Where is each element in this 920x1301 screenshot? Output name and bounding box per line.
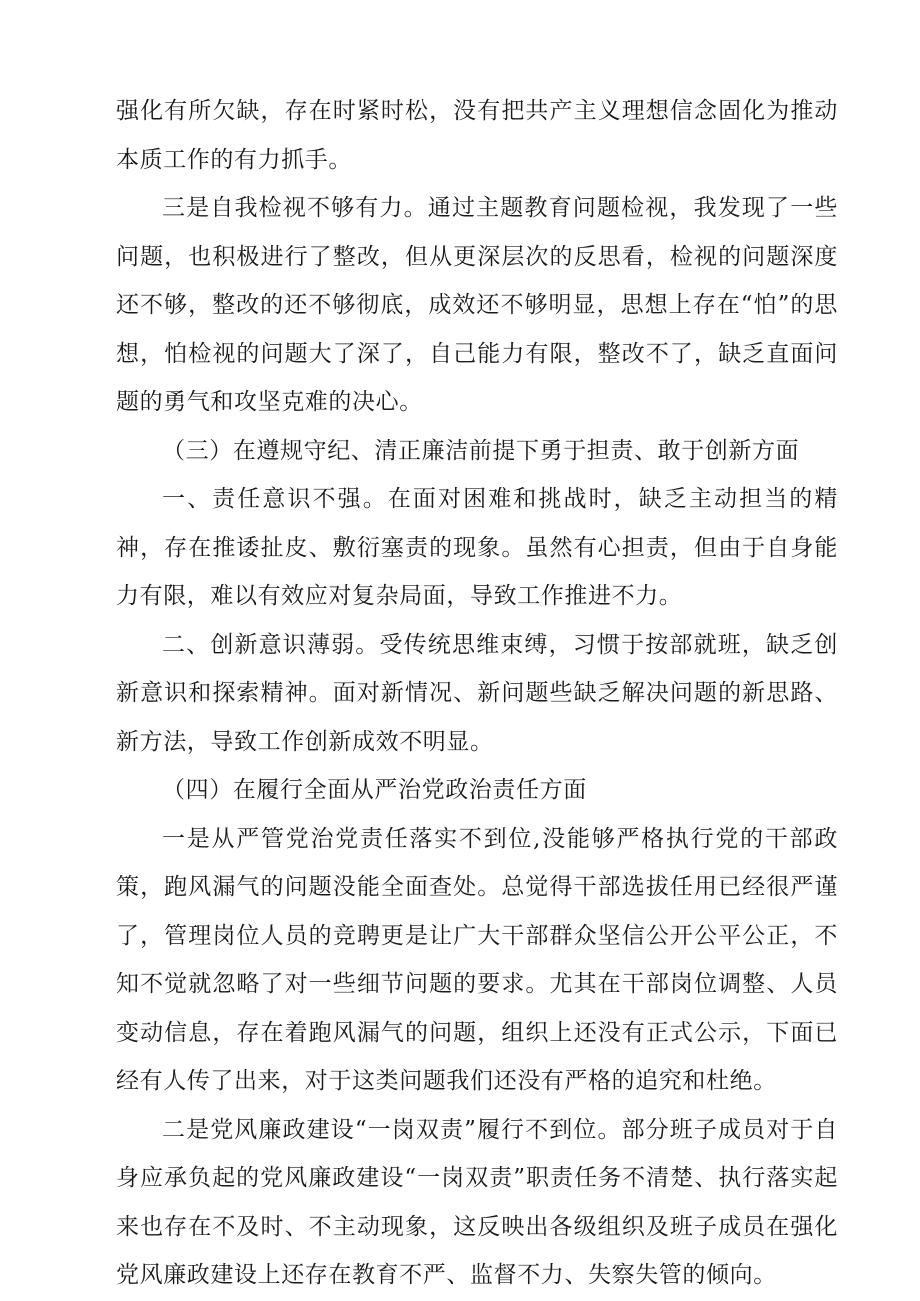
paragraph-responsibility: 一、责任意识不强。在面对困难和挑战时，缺乏主动担当的精神，存在推诿扯皮、敷衍塞责的现象。虽然有心担责，但由于自身能力有限，难以有效应对复杂局面，导致工作推进不力。 — [116, 486, 838, 609]
paragraph-party-discipline: 一是从严管党治党责任落实不到位,没能够严格执行党的干部政策，跑风漏气的问题没能全面查处。总觉得干部选拔任用已经很严谨了，管理岗位人员的竞聘更是让广大干部群众坚信公开公平公正，不知不觉就忽略了对一些细节问题的要求。尤其在干部岗位调整、人员变动信息，存在着跑风漏气的问题，组织上还没有正式公示，下面已经有人传了出来，对于这类问题我们还没有严格的追究和杜绝。 — [116, 825, 838, 1094]
paragraph-continuation: 强化有所欠缺，存在时紧时松，没有把共产主义理想信念固化为推动本质工作的有力抓手。 — [116, 98, 838, 173]
paragraph-self-review: 三是自我检视不够有力。通过主题教育问题检视，我发现了一些问题，也积极进行了整改，但从更深层次的反思看，检视的问题深度还不够，整改的还不够彻底，成效还不够明显，思想上存在“怕”的思想，怕检视的问题大了深了，自己能力有限，整改不了，缺乏直面问题的勇气和攻坚克难的决心。 — [116, 195, 838, 415]
section-heading-4: （四）在履行全面从严治党政治责任方面 — [162, 777, 587, 803]
document-body — [116, 87, 838, 1300]
section-heading-3: （三）在遵规守纪、清正廉洁前提下勇于担责、敢于创新方面 — [162, 437, 800, 464]
paragraph-integrity: 二是党风廉政建设“一岗双责”履行不到位。部分班子成员对于自身应承负起的党风廉政建设“一岗双责”职责任务不清楚、执行落实起来也存在不及时、不主动现象，这反映出各级组织及班子成员在强化党风廉政建设上还存在教育不严、监督不力、失察失管的倾向。 — [116, 1116, 838, 1288]
paragraph-innovation: 二、创新意识薄弱。受传统思维束缚，习惯于按部就班，缺乏创新意识和探索精神。面对新情况、新问题些缺乏解决问题的新思路、新方法，导致工作创新成效不明显。 — [116, 631, 838, 755]
